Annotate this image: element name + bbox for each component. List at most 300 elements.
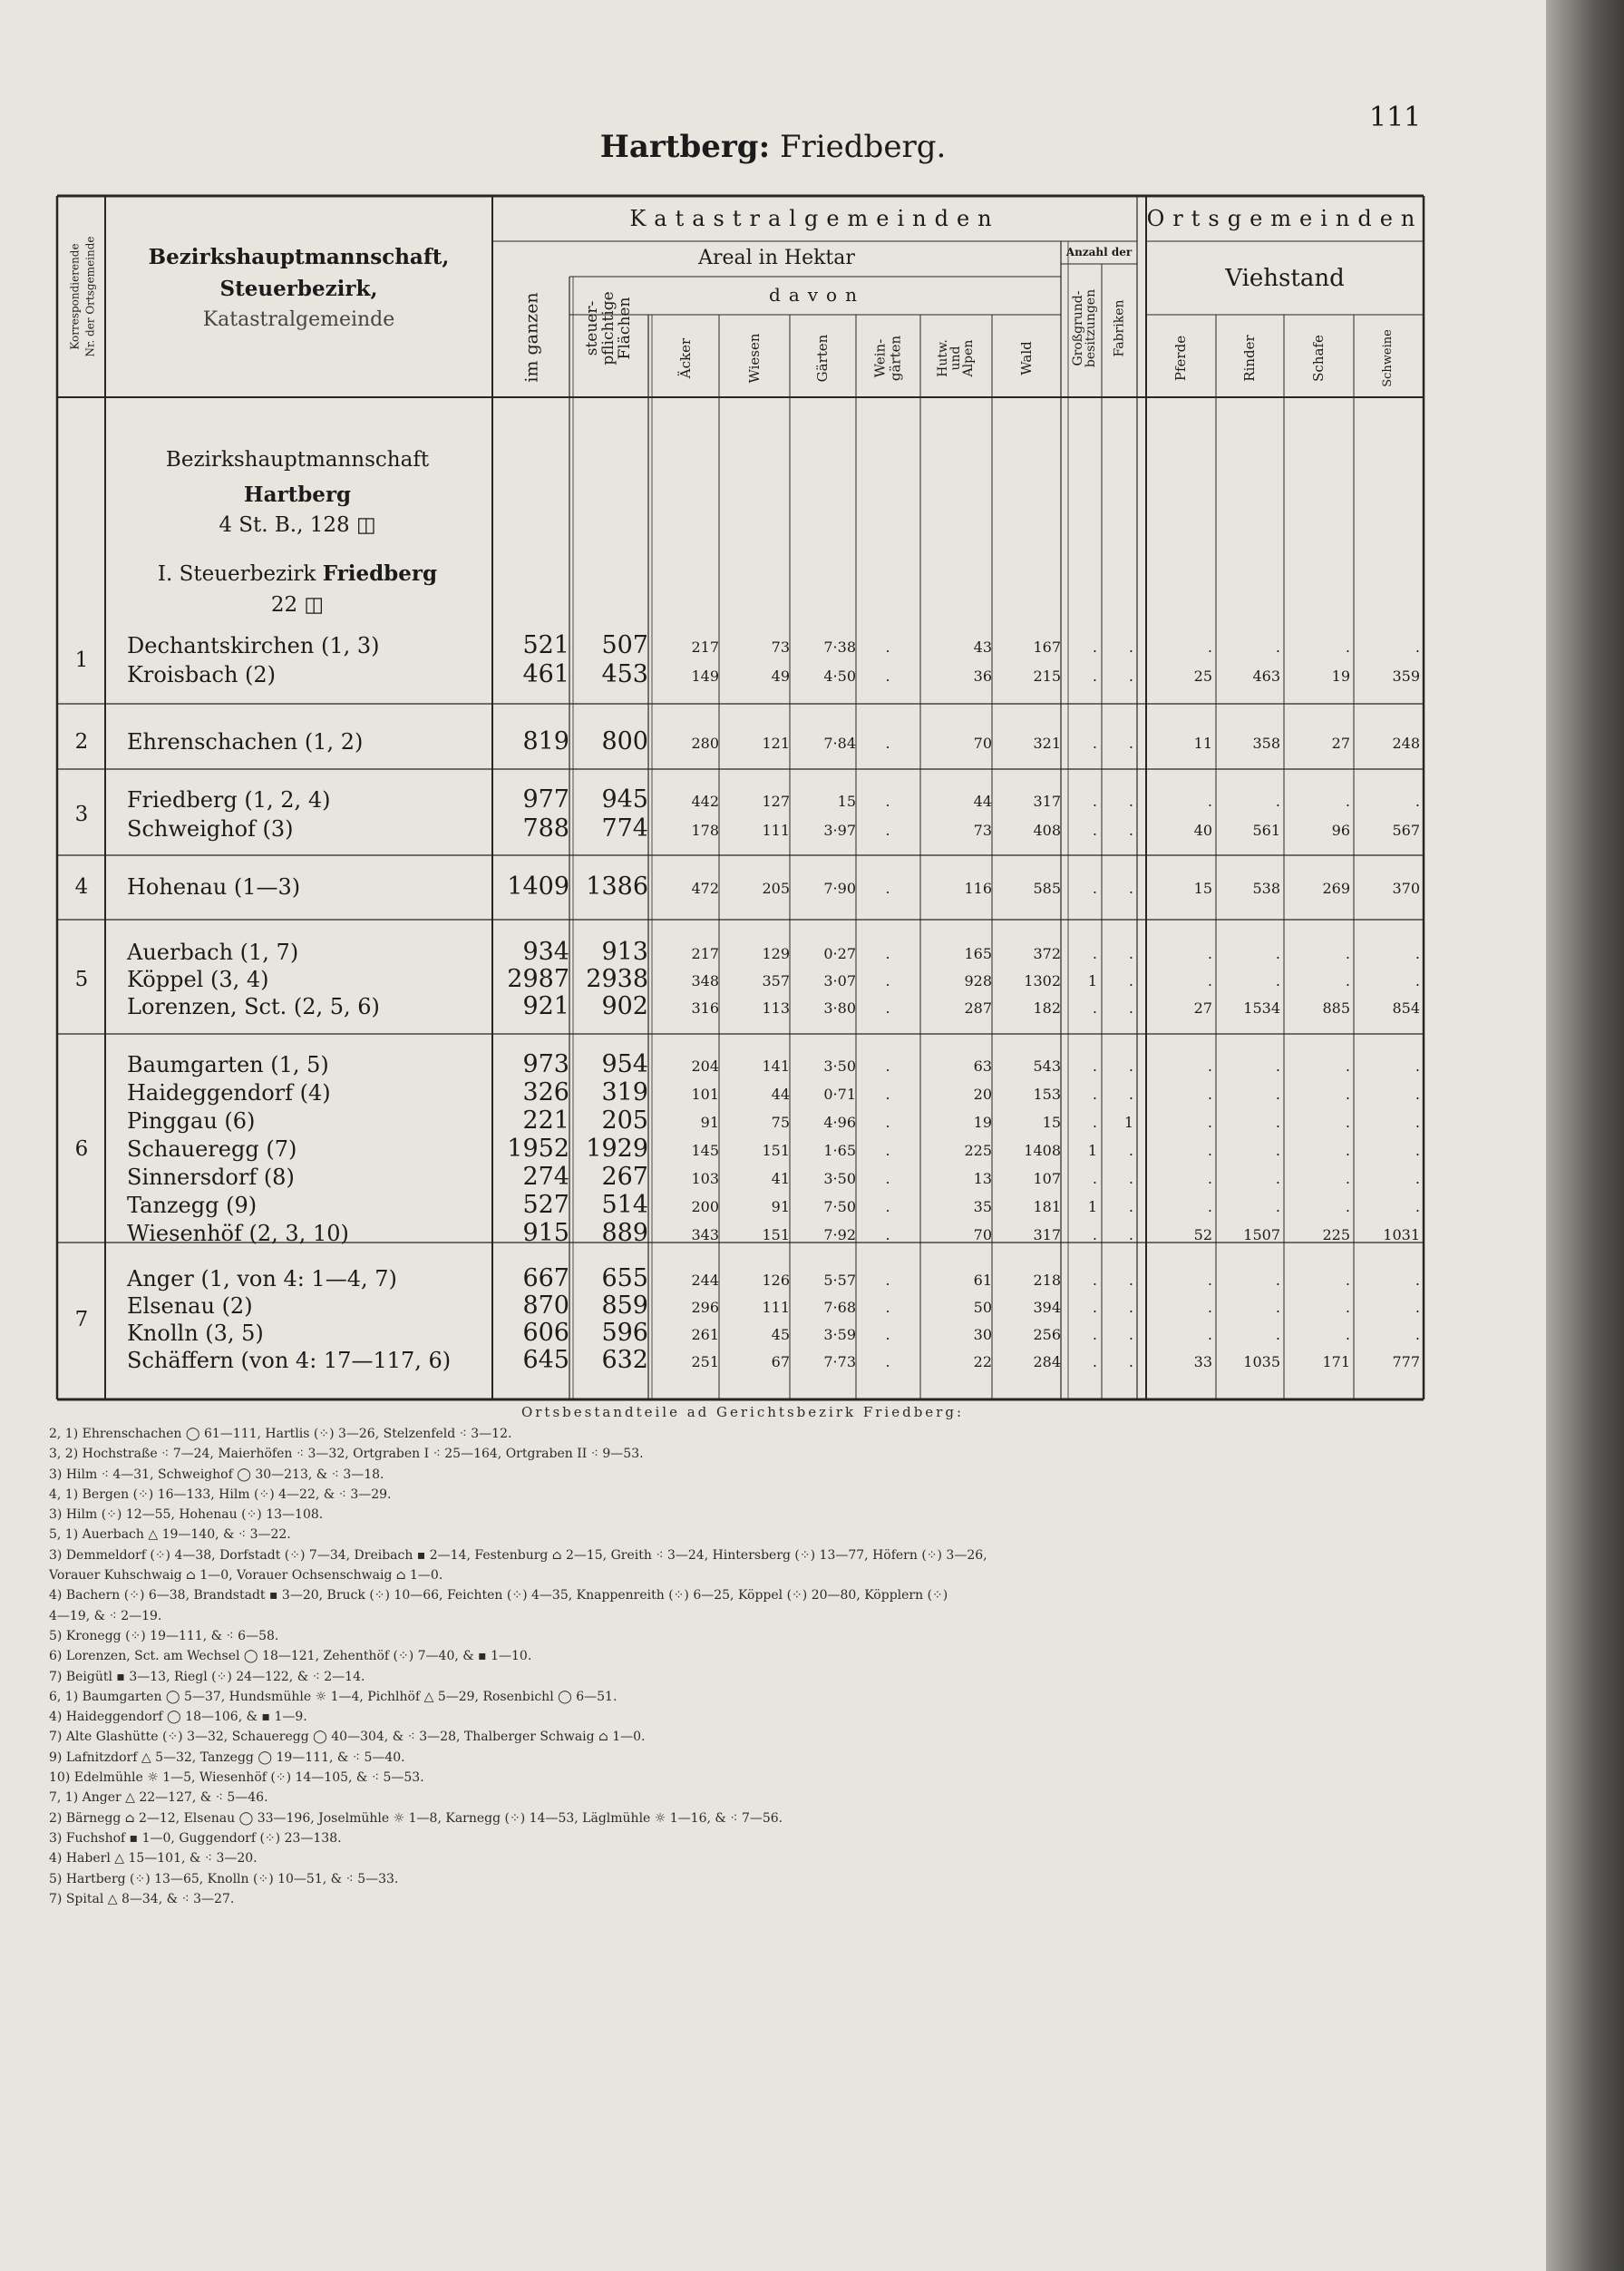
cell-wald: 585 bbox=[1033, 880, 1061, 897]
footnote-line: 3) Fuchshof ▪ 1—0, Guggendorf (⁘) 23—138. bbox=[49, 1830, 342, 1846]
cell-gross: . bbox=[1092, 1299, 1097, 1316]
cell-fab: . bbox=[1128, 668, 1133, 685]
cell-wald: 107 bbox=[1033, 1170, 1061, 1187]
cell-pferde: 11 bbox=[1193, 735, 1212, 752]
cell-fab: . bbox=[1128, 999, 1133, 1017]
cell-pferde: . bbox=[1207, 1198, 1212, 1215]
cell-pferde: . bbox=[1207, 1114, 1212, 1131]
katastralgemeinde-name: Schweighof (3) bbox=[127, 816, 294, 842]
cell-gaerten: 3·59 bbox=[823, 1326, 856, 1343]
cell-hutw: 287 bbox=[964, 999, 992, 1017]
cell-wiesen: 129 bbox=[762, 945, 790, 962]
cell-gaerten: 7·50 bbox=[823, 1198, 856, 1215]
cell-ganzen: 2987 bbox=[507, 965, 569, 993]
cell-gaerten: 3·80 bbox=[823, 999, 856, 1017]
cell-wiesen: 73 bbox=[771, 638, 790, 656]
footnote-line: 4) Haideggendorf ◯ 18—106, & ▪ 1—9. bbox=[49, 1710, 307, 1725]
cell-hutw: 35 bbox=[973, 1198, 992, 1215]
katastralgemeinde-name: Haideggendorf (4) bbox=[127, 1080, 331, 1106]
cell-schafe: 27 bbox=[1331, 735, 1350, 752]
cell-rinder: 538 bbox=[1252, 880, 1280, 897]
page-title bbox=[0, 129, 1546, 165]
cell-pferde: . bbox=[1207, 638, 1212, 656]
cell-gross: . bbox=[1092, 638, 1097, 656]
cell-steuer: 954 bbox=[601, 1050, 648, 1078]
cell-gross: . bbox=[1092, 668, 1097, 685]
katastralgemeinde-name: Kroisbach (2) bbox=[127, 662, 277, 687]
cell-gaerten: 3·07 bbox=[823, 972, 856, 989]
cell-rinder: . bbox=[1275, 972, 1280, 989]
cell-ganzen: 788 bbox=[522, 814, 569, 843]
cell-steuer: 632 bbox=[601, 1346, 648, 1374]
cell-wald: 181 bbox=[1033, 1198, 1061, 1215]
cell-steuer: 1929 bbox=[586, 1135, 648, 1163]
cell-wald: 372 bbox=[1033, 945, 1061, 962]
header-katastralgemeinden: Katastralgemeinden bbox=[629, 206, 1000, 231]
katastralgemeinde-name: Baumgarten (1, 5) bbox=[127, 1052, 329, 1077]
cell-schweine: . bbox=[1415, 638, 1420, 656]
cell-wald: 543 bbox=[1033, 1058, 1061, 1075]
cell-schweine: . bbox=[1415, 945, 1420, 962]
cell-pferde: . bbox=[1207, 972, 1212, 989]
cell-steuer: 596 bbox=[601, 1319, 648, 1347]
cell-gross: . bbox=[1092, 1226, 1097, 1243]
cell-fab: . bbox=[1128, 1326, 1133, 1343]
col-wald: Wald bbox=[1017, 341, 1035, 375]
cell-wiesen: 151 bbox=[762, 1226, 790, 1243]
cell-wein: . bbox=[885, 1142, 890, 1159]
cell-steuer: 913 bbox=[601, 938, 648, 966]
cell-rinder: . bbox=[1275, 1142, 1280, 1159]
cell-aecker: 200 bbox=[691, 1198, 719, 1215]
footnote-line: 9) Lafnitzdorf △ 5—32, Tanzegg ◯ 19—111, & ⁖ 5—40. bbox=[49, 1750, 405, 1765]
cell-fab: 1 bbox=[1123, 1114, 1133, 1131]
intro-line-3: 4 St. B., 128 ◫ bbox=[219, 513, 376, 537]
cell-wald: 408 bbox=[1033, 822, 1061, 839]
cell-pferde: . bbox=[1207, 1086, 1212, 1103]
col-schafe: Schafe bbox=[1309, 335, 1327, 382]
cell-aecker: 145 bbox=[691, 1142, 719, 1159]
cell-aecker: 348 bbox=[691, 972, 719, 989]
katastralgemeinde-name: Schäffern (von 4: 17—117, 6) bbox=[127, 1348, 452, 1373]
ortsgemeinde-number: 1 bbox=[74, 648, 89, 672]
cell-schafe: . bbox=[1345, 1272, 1350, 1289]
cell-rinder: 463 bbox=[1252, 668, 1280, 685]
cell-hutw: 116 bbox=[964, 880, 992, 897]
cell-gaerten: 7·73 bbox=[823, 1353, 856, 1370]
cell-ganzen: 645 bbox=[522, 1346, 569, 1374]
cell-steuer: 507 bbox=[601, 631, 648, 659]
header-nr-ortsgemeinde: Korrespondierende Nr. der Ortsgemeinde bbox=[68, 236, 96, 357]
cell-schweine: 359 bbox=[1392, 668, 1420, 685]
cell-wald: 256 bbox=[1033, 1326, 1061, 1343]
cell-aecker: 178 bbox=[691, 822, 719, 839]
footnote-line: 7) Alte Glashütte (⁘) 3—32, Schaueregg ◯ 40—304, & ⁖ 3—28, Thalberger Schwaig ⌂ 1—0. bbox=[49, 1730, 646, 1745]
intro-line-1: Bezirkshauptmannschaft bbox=[165, 448, 430, 472]
cell-gaerten: 3·97 bbox=[823, 822, 856, 839]
cell-hutw: 44 bbox=[973, 793, 992, 810]
footnote-line: 7) Spital △ 8—34, & ⁖ 3—27. bbox=[49, 1891, 235, 1906]
col-weingaerten: Wein- gärten bbox=[871, 335, 903, 382]
footnote-line: 2, 1) Ehrenschachen ◯ 61—111, Hartlis (⁘) 3—26, Stelzenfeld ⁖ 3—12. bbox=[49, 1427, 512, 1441]
header-district-3: Katastralgemeinde bbox=[202, 308, 395, 331]
cell-schafe: 225 bbox=[1322, 1226, 1350, 1243]
cell-pferde: 40 bbox=[1193, 822, 1212, 839]
cell-wein: . bbox=[885, 1272, 890, 1289]
col-gaerten: Gärten bbox=[813, 334, 831, 383]
cell-pferde: 52 bbox=[1193, 1226, 1212, 1243]
cell-pferde: 15 bbox=[1193, 880, 1212, 897]
cell-wein: . bbox=[885, 822, 890, 839]
cell-wein: . bbox=[885, 972, 890, 989]
cell-schafe: . bbox=[1345, 1326, 1350, 1343]
cell-schweine: . bbox=[1415, 1142, 1420, 1159]
cell-wein: . bbox=[885, 638, 890, 656]
cell-fab: . bbox=[1128, 1272, 1133, 1289]
footnote-line: 7, 1) Anger △ 22—127, & ⁖ 5—46. bbox=[49, 1790, 268, 1806]
cell-schweine: 567 bbox=[1392, 822, 1420, 839]
book-edge bbox=[1546, 0, 1624, 2271]
cell-schafe: 96 bbox=[1331, 822, 1350, 839]
cell-pferde: . bbox=[1207, 945, 1212, 962]
cell-wein: . bbox=[885, 999, 890, 1017]
katastralgemeinde-name: Sinnersdorf (8) bbox=[127, 1165, 295, 1190]
katastralgemeinde-name: Knolln (3, 5) bbox=[127, 1321, 264, 1346]
cell-hutw: 30 bbox=[973, 1326, 992, 1343]
cell-schafe: . bbox=[1345, 1086, 1350, 1103]
cell-gaerten: 7·68 bbox=[823, 1299, 856, 1316]
cell-rinder: . bbox=[1275, 1058, 1280, 1075]
cell-fab: . bbox=[1128, 793, 1133, 810]
col-rinder: Rinder bbox=[1240, 335, 1258, 382]
cell-wein: . bbox=[885, 1326, 890, 1343]
cell-aecker: 343 bbox=[691, 1226, 719, 1243]
cell-aecker: 91 bbox=[700, 1114, 719, 1131]
cell-gross: 1 bbox=[1087, 1142, 1097, 1159]
cell-aecker: 103 bbox=[691, 1170, 719, 1187]
cell-schafe: . bbox=[1345, 1170, 1350, 1187]
katastralgemeinde-name: Tanzegg (9) bbox=[127, 1193, 258, 1218]
footnote-line: 3) Demmeldorf (⁘) 4—38, Dorfstadt (⁘) 7—34, Dreibach ▪ 2—14, Festenburg ⌂ 2—15, Greith ⁖ 3—24, Hintersberg (⁘) 13—77, Höfern (⁘) 3—26, bbox=[49, 1547, 987, 1563]
cell-steuer: 2938 bbox=[586, 965, 648, 993]
cell-gaerten: 7·84 bbox=[823, 735, 856, 752]
header-district-1: Bezirkshauptmannschaft, bbox=[148, 245, 450, 269]
cell-ganzen: 915 bbox=[522, 1219, 569, 1247]
cell-schafe: 885 bbox=[1322, 999, 1350, 1017]
cell-wein: . bbox=[885, 1353, 890, 1370]
cell-gaerten: 5·57 bbox=[823, 1272, 856, 1289]
cell-wein: . bbox=[885, 1198, 890, 1215]
cell-ganzen: 221 bbox=[522, 1106, 569, 1135]
footnotes bbox=[49, 1404, 1436, 1909]
cell-steuer: 514 bbox=[601, 1191, 648, 1219]
katastralgemeinde-name: Pinggau (6) bbox=[127, 1108, 256, 1134]
header-ortsgemeinden: Ortsgemeinden bbox=[1146, 206, 1424, 231]
cell-schweine: . bbox=[1415, 793, 1420, 810]
cell-fab: . bbox=[1128, 1353, 1133, 1370]
col-aecker: Äcker bbox=[676, 337, 694, 379]
page-number: 111 bbox=[1369, 102, 1422, 133]
cell-hutw: 165 bbox=[964, 945, 992, 962]
cell-steuer: 319 bbox=[601, 1078, 648, 1106]
cell-wald: 1302 bbox=[1024, 972, 1061, 989]
katastralgemeinde-name: Friedberg (1, 2, 4) bbox=[127, 787, 331, 813]
cell-pferde: . bbox=[1207, 1142, 1212, 1159]
footnote-lines bbox=[49, 1424, 1436, 1909]
col-grossgrundbesitz: Großgrund- besitzungen bbox=[1071, 288, 1098, 368]
cell-wein: . bbox=[885, 668, 890, 685]
cell-gross: . bbox=[1092, 735, 1097, 752]
cell-aecker: 149 bbox=[691, 668, 719, 685]
cell-gross: . bbox=[1092, 1058, 1097, 1075]
cell-schweine: . bbox=[1415, 1114, 1420, 1131]
katastralgemeinde-name: Elsenau (2) bbox=[127, 1293, 253, 1319]
cell-schweine: . bbox=[1415, 972, 1420, 989]
cell-wein: . bbox=[885, 735, 890, 752]
cell-schweine: 854 bbox=[1392, 999, 1420, 1017]
cell-rinder: . bbox=[1275, 1326, 1280, 1343]
col-pferde: Pferde bbox=[1172, 335, 1189, 382]
cell-pferde: . bbox=[1207, 1170, 1212, 1187]
cell-fab: . bbox=[1128, 822, 1133, 839]
katastralgemeinde-name: Wiesenhöf (2, 3, 10) bbox=[127, 1221, 349, 1246]
cell-wiesen: 111 bbox=[762, 1299, 790, 1316]
cell-fab: . bbox=[1128, 945, 1133, 962]
cell-schweine: 777 bbox=[1392, 1353, 1420, 1370]
cell-wald: 215 bbox=[1033, 668, 1061, 685]
cell-gaerten: 7·90 bbox=[823, 880, 856, 897]
cell-fab: . bbox=[1128, 880, 1133, 897]
katastralgemeinde-name: Hohenau (1—3) bbox=[127, 874, 301, 900]
cell-gross: . bbox=[1092, 1086, 1097, 1103]
katastralgemeinde-name: Auerbach (1, 7) bbox=[127, 940, 299, 965]
ortsgemeinde-number: 3 bbox=[74, 803, 89, 826]
cell-schweine: . bbox=[1415, 1086, 1420, 1103]
cell-wald: 1408 bbox=[1024, 1142, 1061, 1159]
cell-rinder: 1507 bbox=[1243, 1226, 1280, 1243]
cell-gross: . bbox=[1092, 999, 1097, 1017]
cell-ganzen: 326 bbox=[522, 1078, 569, 1106]
footnote-line: 5) Kronegg (⁘) 19—111, & ⁖ 6—58. bbox=[49, 1628, 279, 1643]
cell-gaerten: 0·27 bbox=[823, 945, 856, 962]
footnote-line: 6) Lorenzen, Sct. am Wechsel ◯ 18—121, Zehenthöf (⁘) 7—40, & ▪ 1—10. bbox=[49, 1649, 532, 1664]
cell-wald: 167 bbox=[1033, 638, 1061, 656]
cell-gaerten: 7·92 bbox=[823, 1226, 856, 1243]
cell-wein: . bbox=[885, 1299, 890, 1316]
cell-hutw: 36 bbox=[973, 668, 992, 685]
cell-wiesen: 126 bbox=[762, 1272, 790, 1289]
cell-ganzen: 527 bbox=[522, 1191, 569, 1219]
cell-wein: . bbox=[885, 1114, 890, 1131]
cell-gross: . bbox=[1092, 793, 1097, 810]
cell-steuer: 945 bbox=[601, 785, 648, 814]
cell-wald: 321 bbox=[1033, 735, 1061, 752]
cell-aecker: 101 bbox=[691, 1086, 719, 1103]
cell-aecker: 316 bbox=[691, 999, 719, 1017]
cell-gross: . bbox=[1092, 945, 1097, 962]
cell-schafe: . bbox=[1345, 972, 1350, 989]
footnote-line: 2) Bärnegg ⌂ 2—12, Elsenau ◯ 33—196, Joselmühle ☼ 1—8, Karnegg (⁘) 14—53, Läglmühle ☼ 1—16, & ⁖ 7—56. bbox=[49, 1810, 783, 1826]
cell-schweine: . bbox=[1415, 1198, 1420, 1215]
cell-rinder: 561 bbox=[1252, 822, 1280, 839]
cell-wald: 153 bbox=[1033, 1086, 1061, 1103]
cell-aecker: 244 bbox=[691, 1272, 719, 1289]
cell-wiesen: 49 bbox=[771, 668, 790, 685]
cell-fab: . bbox=[1128, 1058, 1133, 1075]
cell-aecker: 442 bbox=[691, 793, 719, 810]
cell-gross: . bbox=[1092, 822, 1097, 839]
cell-gross: 1 bbox=[1087, 972, 1097, 989]
footnote-line: 5, 1) Auerbach △ 19—140, & ⁖ 3—22. bbox=[49, 1527, 291, 1543]
cell-wein: . bbox=[885, 945, 890, 962]
cell-gross: 1 bbox=[1087, 1198, 1097, 1215]
cell-hutw: 61 bbox=[973, 1272, 992, 1289]
cell-wiesen: 75 bbox=[771, 1114, 790, 1131]
footnotes-heading: Ortsbestandteile ad Gerichtsbezirk Friedberg: bbox=[520, 1404, 965, 1420]
cell-rinder: . bbox=[1275, 945, 1280, 962]
ortsgemeinde-number: 6 bbox=[74, 1137, 89, 1161]
cell-wiesen: 91 bbox=[771, 1198, 790, 1215]
cell-steuer: 774 bbox=[601, 814, 648, 843]
cell-steuer: 902 bbox=[601, 992, 648, 1020]
col-fabriken: Fabriken bbox=[1112, 299, 1127, 357]
cell-wald: 182 bbox=[1033, 999, 1061, 1017]
footnote-line: 3) Hilm ⁖ 4—31, Schweighof ◯ 30—213, & ⁖ 3—18. bbox=[49, 1467, 384, 1482]
footnote-line: 7) Beigütl ▪ 3—13, Riegl (⁘) 24—122, & ⁖ 2—14. bbox=[49, 1669, 365, 1684]
cell-rinder: . bbox=[1275, 1086, 1280, 1103]
cell-pferde: . bbox=[1207, 1299, 1212, 1316]
cell-wiesen: 357 bbox=[762, 972, 790, 989]
cell-gross: . bbox=[1092, 1170, 1097, 1187]
cell-wald: 394 bbox=[1033, 1299, 1061, 1316]
cell-wiesen: 205 bbox=[762, 880, 790, 897]
cell-gaerten: 4·50 bbox=[823, 668, 856, 685]
cell-hutw: 20 bbox=[973, 1086, 992, 1103]
cell-pferde: . bbox=[1207, 1058, 1212, 1075]
cell-pferde: 25 bbox=[1193, 668, 1212, 685]
cell-wiesen: 141 bbox=[762, 1058, 790, 1075]
cell-ganzen: 461 bbox=[522, 660, 569, 688]
cell-hutw: 928 bbox=[964, 972, 992, 989]
cell-gaerten: 1·65 bbox=[823, 1142, 856, 1159]
cell-rinder: . bbox=[1275, 1114, 1280, 1131]
cell-rinder: . bbox=[1275, 638, 1280, 656]
cell-gaerten: 0·71 bbox=[823, 1086, 856, 1103]
cell-schafe: . bbox=[1345, 1058, 1350, 1075]
header-anzahl: Anzahl der bbox=[1065, 246, 1133, 258]
cell-wein: . bbox=[885, 793, 890, 810]
footnote-line: Vorauer Kuhschwaig ⌂ 1—0, Vorauer Ochsenschwaig ⌂ 1—0. bbox=[49, 1568, 443, 1584]
cell-ganzen: 521 bbox=[522, 631, 569, 659]
col-hutweiden: Hutw. und Alpen bbox=[936, 339, 976, 377]
col-wiesen: Wiesen bbox=[745, 333, 763, 384]
cell-schweine: . bbox=[1415, 1326, 1420, 1343]
cell-schafe: 269 bbox=[1322, 880, 1350, 897]
footnote-line: 10) Edelmühle ☼ 1—5, Wiesenhöf (⁘) 14—105, & ⁖ 5—53. bbox=[49, 1770, 424, 1786]
cell-pferde: 33 bbox=[1193, 1353, 1212, 1370]
cell-ganzen: 606 bbox=[522, 1319, 569, 1347]
header-areal: Areal in Hektar bbox=[698, 247, 855, 269]
cell-pferde: 27 bbox=[1193, 999, 1212, 1017]
footnote-line: 4—19, & ⁖ 2—19. bbox=[49, 1608, 162, 1623]
cell-wald: 317 bbox=[1033, 793, 1061, 810]
cell-wein: . bbox=[885, 1058, 890, 1075]
cell-fab: . bbox=[1128, 1226, 1133, 1243]
cell-hutw: 63 bbox=[973, 1058, 992, 1075]
footnote-line: 4, 1) Bergen (⁘) 16—133, Hilm (⁘) 4—22, & ⁖ 3—29. bbox=[49, 1486, 392, 1502]
cell-schafe: . bbox=[1345, 1198, 1350, 1215]
cell-steuer: 267 bbox=[601, 1163, 648, 1191]
cell-wein: . bbox=[885, 880, 890, 897]
cell-wein: . bbox=[885, 1226, 890, 1243]
footnote-line: 4) Haberl △ 15—101, & ⁖ 3—20. bbox=[49, 1851, 258, 1867]
ortsgemeinde-number: 4 bbox=[74, 875, 89, 899]
cell-steuer: 859 bbox=[601, 1291, 648, 1320]
katastralgemeinde-name: Ehrenschachen (1, 2) bbox=[127, 729, 364, 755]
cell-gaerten: 15 bbox=[837, 793, 856, 810]
cell-rinder: . bbox=[1275, 1299, 1280, 1316]
header-district-2: Steuerbezirk, bbox=[219, 277, 378, 301]
cell-rinder: . bbox=[1275, 793, 1280, 810]
cell-rinder: . bbox=[1275, 1198, 1280, 1215]
cell-wiesen: 111 bbox=[762, 822, 790, 839]
cell-schafe: . bbox=[1345, 793, 1350, 810]
intro-line-4: I. Steuerbezirk Friedberg bbox=[157, 561, 438, 586]
col-steuerpflichtig: steuer- pflichtige Flächen bbox=[583, 291, 634, 366]
cell-gross: . bbox=[1092, 880, 1097, 897]
cell-rinder: . bbox=[1275, 1272, 1280, 1289]
cell-wiesen: 67 bbox=[771, 1353, 790, 1370]
cell-wald: 15 bbox=[1042, 1114, 1061, 1131]
cell-hutw: 225 bbox=[964, 1142, 992, 1159]
col-im-ganzen: im ganzen bbox=[521, 292, 542, 383]
cell-gross: . bbox=[1092, 1353, 1097, 1370]
cell-ganzen: 1409 bbox=[507, 872, 569, 901]
katastralgemeinde-name: Lorenzen, Sct. (2, 5, 6) bbox=[127, 994, 380, 1019]
cell-ganzen: 977 bbox=[522, 785, 569, 814]
cell-hutw: 73 bbox=[973, 822, 992, 839]
cell-steuer: 800 bbox=[601, 727, 648, 755]
cell-ganzen: 921 bbox=[522, 992, 569, 1020]
cell-fab: . bbox=[1128, 638, 1133, 656]
cell-wein: . bbox=[885, 1170, 890, 1187]
cell-hutw: 70 bbox=[973, 735, 992, 752]
cell-aecker: 204 bbox=[691, 1058, 719, 1075]
cell-schweine: . bbox=[1415, 1058, 1420, 1075]
cell-pferde: . bbox=[1207, 1326, 1212, 1343]
cell-rinder: 1035 bbox=[1243, 1353, 1280, 1370]
footnote-line: 4) Bachern (⁘) 6—38, Brandstadt ▪ 3—20, Bruck (⁘) 10—66, Feichten (⁘) 4—35, Knappenreith (⁘) 6—25, Köppel (⁘) 20—80, Köpplern (⁘) bbox=[49, 1588, 948, 1603]
cell-wein: . bbox=[885, 1086, 890, 1103]
cell-wiesen: 41 bbox=[771, 1170, 790, 1187]
cell-wiesen: 113 bbox=[762, 999, 790, 1017]
cell-schweine: . bbox=[1415, 1272, 1420, 1289]
cell-wiesen: 127 bbox=[762, 793, 790, 810]
cell-gaerten: 3·50 bbox=[823, 1170, 856, 1187]
katastralgemeinde-name: Dechantskirchen (1, 3) bbox=[127, 633, 380, 658]
cell-aecker: 261 bbox=[691, 1326, 719, 1343]
ortsgemeinde-number: 2 bbox=[74, 730, 89, 754]
cell-schafe: 19 bbox=[1331, 668, 1350, 685]
cell-hutw: 43 bbox=[973, 638, 992, 656]
cell-schafe: . bbox=[1345, 638, 1350, 656]
col-schweine: Schweine bbox=[1380, 329, 1395, 387]
page-title-bold: Hartberg: bbox=[599, 129, 771, 165]
cell-hutw: 50 bbox=[973, 1299, 992, 1316]
cell-gross: . bbox=[1092, 1272, 1097, 1289]
footnote-line: 5) Hartberg (⁘) 13—65, Knolln (⁘) 10—51, & ⁖ 5—33. bbox=[49, 1871, 399, 1886]
cell-schafe: . bbox=[1345, 1142, 1350, 1159]
